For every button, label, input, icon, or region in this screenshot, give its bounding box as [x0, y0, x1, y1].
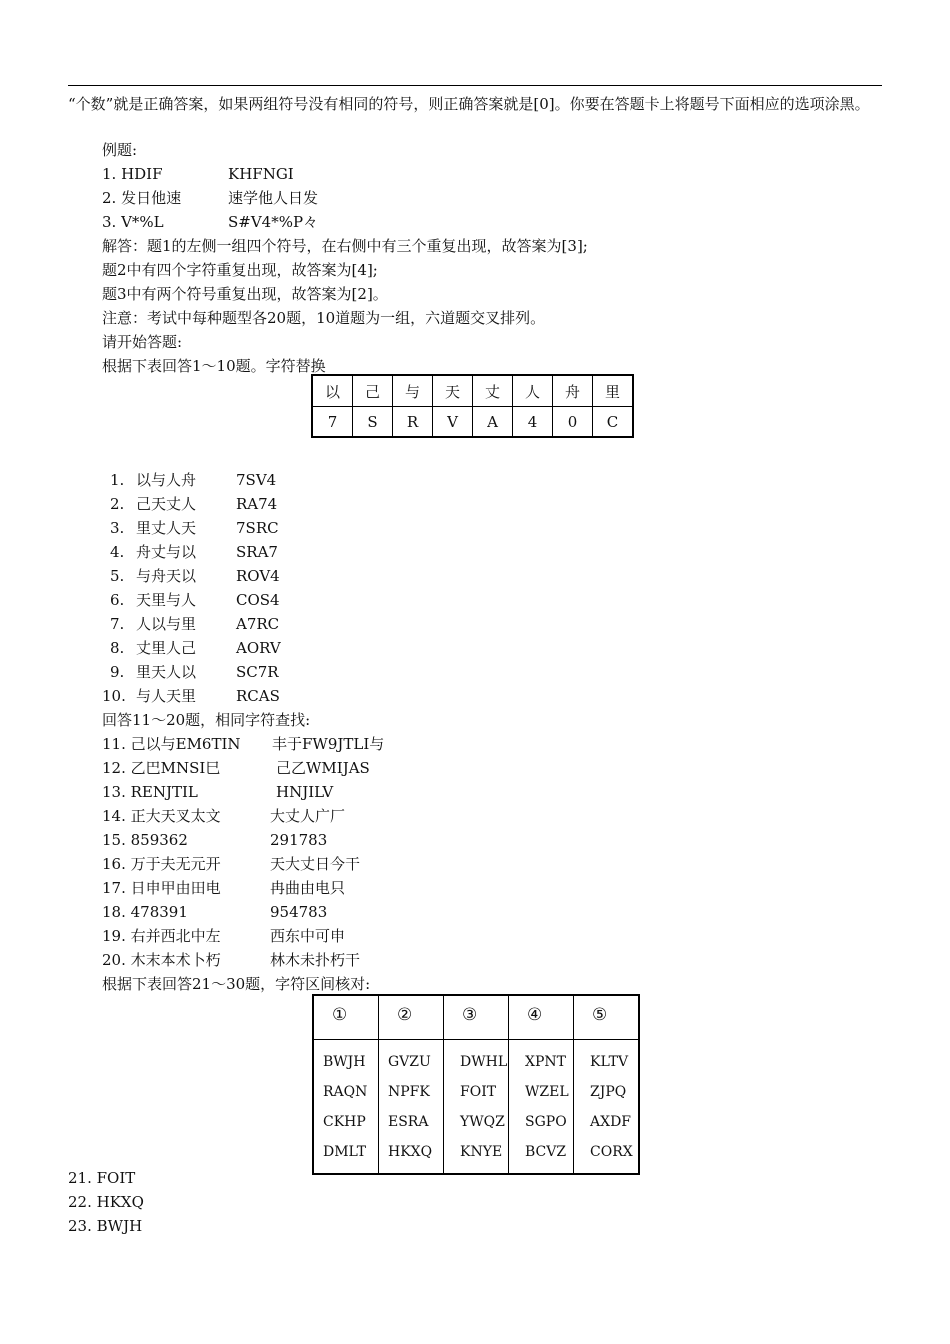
sub-code: 4	[513, 407, 553, 438]
range-header-5: ⑤	[592, 1005, 608, 1025]
section1-title: 根据下表回答1～10题。字符替换	[102, 357, 326, 375]
example-1-right: KHFNGI	[228, 165, 294, 183]
section2-title: 回答11～20题，相同字符查找:	[102, 711, 311, 729]
range-code: GVZU	[388, 1054, 431, 1070]
q6-right: COS4	[236, 591, 280, 609]
range-header-cell	[444, 995, 509, 1040]
q8-left: 丈里人己	[136, 639, 197, 657]
sub-code: A	[473, 407, 513, 438]
sub-char: 与	[393, 375, 433, 407]
range-header-cell	[574, 995, 640, 1040]
range-code: KNYE	[460, 1144, 503, 1160]
q1-left: 以与人舟	[136, 471, 197, 489]
q4-left: 舟丈与以	[136, 543, 197, 561]
q17-right: 冉曲由电只	[270, 879, 346, 897]
answer-line-1: 解答：题1的左侧一组四个符号，在右侧中有三个重复出现，故答案为[3];	[102, 237, 588, 255]
range-header-2: ②	[397, 1005, 413, 1025]
range-code: FOIT	[460, 1084, 497, 1100]
sub-char: 以	[312, 375, 353, 407]
sub-char: 舟	[553, 375, 593, 407]
range-code: RAQN	[323, 1084, 368, 1100]
q12-right: 己乙WMIJAS	[276, 759, 370, 777]
range-header-cell	[313, 995, 379, 1040]
q10-right: RCAS	[236, 687, 280, 705]
sub-char: 己	[353, 375, 393, 407]
q15-right: 291783	[270, 831, 328, 849]
q8-num: 8.	[110, 639, 125, 657]
q4-num: 4.	[110, 543, 125, 561]
range-code: DWHL	[460, 1054, 508, 1070]
q13-right: HNJILV	[276, 783, 334, 801]
answer-line-3: 题3中有两个符号重复出现，故答案为[2]。	[102, 285, 388, 303]
q5-num: 5.	[110, 567, 125, 585]
range-code: WZEL	[525, 1084, 569, 1100]
q7-num: 7.	[110, 615, 125, 633]
q7-right: A7RC	[236, 615, 280, 633]
q6-left: 天里与人	[136, 591, 197, 609]
sub-char: 人	[513, 375, 553, 407]
q19-right: 西东中可申	[270, 927, 346, 945]
example-title: 例题:	[102, 141, 138, 159]
q13-left: 13. RENJTIL	[102, 783, 198, 801]
range-header-cell	[379, 995, 444, 1040]
q19-left: 19. 右并西北中左	[102, 927, 221, 945]
q21: 21. FOIT	[68, 1169, 136, 1187]
q16-left: 16. 万于夫无元开	[102, 855, 221, 873]
range-code: CORX	[590, 1144, 633, 1160]
q14-left: 14. 正大天叉太文	[102, 807, 221, 825]
q9-num: 9.	[110, 663, 125, 681]
q10-left: 与人天里	[136, 687, 197, 705]
range-column-5	[574, 1040, 640, 1175]
answer-line-2: 题2中有四个字符重复出现，故答案为[4];	[102, 261, 378, 279]
range-column-2	[379, 1040, 444, 1175]
substitution-chars-row	[312, 375, 633, 407]
range-code: XPNT	[525, 1054, 566, 1070]
substitution-table	[311, 374, 634, 438]
range-code: BWJH	[323, 1054, 366, 1070]
sub-char: 丈	[473, 375, 513, 407]
q1-num: 1.	[110, 471, 125, 489]
range-code: CKHP	[323, 1114, 366, 1130]
range-code: DMLT	[323, 1144, 367, 1160]
example-3-left: 3. V*%L	[102, 213, 164, 231]
note-line: 注意：考试中每种题型各20题，10道题为一组，六道题交叉排列。	[102, 309, 546, 327]
q3-num: 3.	[110, 519, 125, 537]
q10-num: 10.	[102, 687, 126, 705]
range-column-1	[313, 1040, 379, 1175]
q18-left: 18. 478391	[102, 903, 188, 921]
intro-paragraph: “个数”就是正确答案，如果两组符号没有相同的符号，则正确答案就是[0]。你要在答题卡上将题号下面相应的选项涂黑。	[68, 95, 870, 113]
range-header-4: ④	[527, 1005, 543, 1025]
sub-char: 天	[433, 375, 473, 407]
example-3-right: S#V4*%P々	[228, 213, 319, 231]
q14-right: 大丈人广厂	[270, 807, 346, 825]
q3-left: 里丈人天	[136, 519, 197, 537]
q20-left: 20. 木末本术卜朽	[102, 951, 221, 969]
substitution-codes-row	[312, 407, 633, 438]
range-table	[312, 994, 640, 1175]
q4-right: SRA7	[236, 543, 278, 561]
range-table-header	[313, 995, 639, 1040]
range-code: HKXQ	[388, 1144, 433, 1160]
range-column-4	[509, 1040, 574, 1175]
sub-code: R	[393, 407, 433, 438]
sub-code: C	[593, 407, 634, 438]
q11-right: 丰于FW9JTLI与	[272, 735, 385, 753]
q5-right: ROV4	[236, 567, 280, 585]
range-header-1: ①	[332, 1005, 348, 1025]
q7-left: 人以与里	[136, 615, 197, 633]
range-code: BCVZ	[525, 1144, 567, 1160]
start-line: 请开始答题:	[102, 333, 183, 351]
range-header-cell	[509, 995, 574, 1040]
example-2-left: 2. 发日他速	[102, 189, 182, 207]
q18-right: 954783	[270, 903, 328, 921]
range-code: ESRA	[388, 1114, 429, 1130]
range-code: NPFK	[388, 1084, 430, 1100]
q2-left: 己天丈人	[136, 495, 197, 513]
range-code: SGPO	[525, 1114, 567, 1130]
example-1-left: 1. HDIF	[102, 165, 163, 183]
q1-right: 7SV4	[236, 471, 277, 489]
q20-right: 林木未扑朽干	[270, 951, 361, 969]
q15-left: 15. 859362	[102, 831, 188, 849]
range-code: ZJPQ	[590, 1084, 627, 1100]
q8-right: AORV	[236, 639, 281, 657]
q23: 23. BWJH	[68, 1217, 143, 1235]
sub-code: 7	[312, 407, 353, 438]
range-column-3	[444, 1040, 509, 1175]
q6-num: 6.	[110, 591, 125, 609]
q3-right: 7SRC	[236, 519, 279, 537]
q9-left: 里天人以	[136, 663, 197, 681]
q22: 22. HKXQ	[68, 1193, 144, 1211]
example-2-right: 速学他人日发	[228, 189, 319, 207]
q12-left: 12. 乙巴MNSI巳	[102, 759, 221, 777]
q11-left: 11. 己以与EM6TIN	[102, 735, 241, 753]
sub-code: V	[433, 407, 473, 438]
range-code: KLTV	[590, 1054, 629, 1070]
section3-title: 根据下表回答21～30题，字符区间核对:	[102, 975, 371, 993]
q5-left: 与舟天以	[136, 567, 197, 585]
q9-right: SC7R	[236, 663, 279, 681]
sub-char: 里	[593, 375, 634, 407]
q17-left: 17. 日申甲由田电	[102, 879, 221, 897]
sub-code: S	[353, 407, 393, 438]
range-table-body	[313, 1040, 639, 1175]
q2-right: RA74	[236, 495, 278, 513]
q2-num: 2.	[110, 495, 125, 513]
range-code: AXDF	[590, 1114, 632, 1130]
range-header-3: ③	[462, 1005, 478, 1025]
header-rule	[68, 85, 882, 86]
sub-code: 0	[553, 407, 593, 438]
range-code: YWQZ	[460, 1114, 505, 1130]
q16-right: 天大丈日今干	[270, 855, 361, 873]
